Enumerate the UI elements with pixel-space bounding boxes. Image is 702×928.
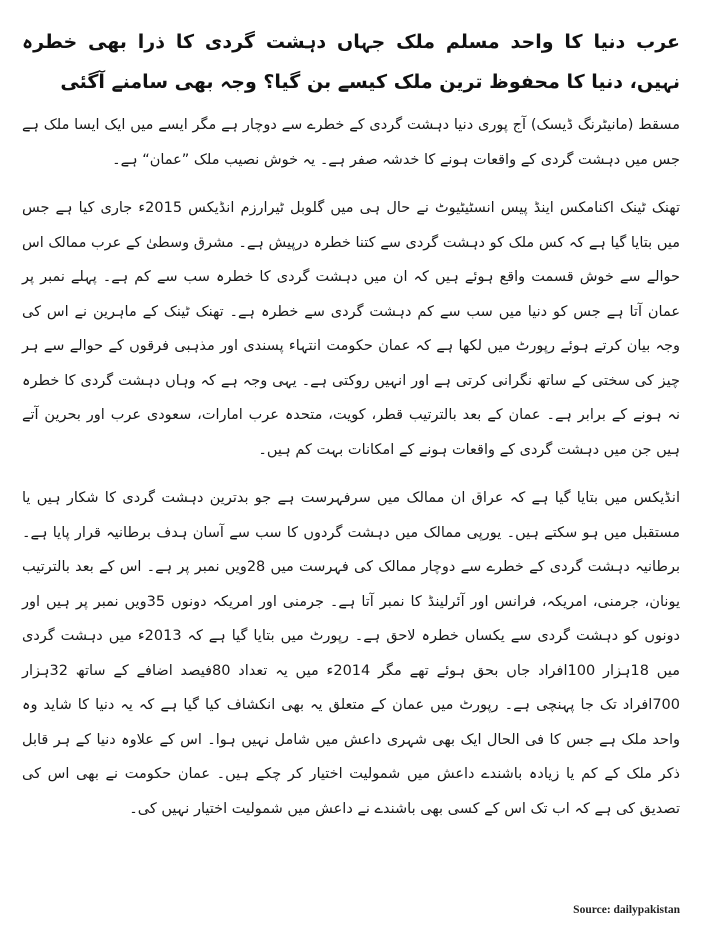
article-paragraph-ranking: انڈیکس میں بتایا گیا ہے کہ عراق ان ممالک میں سرفہرست ہے جو بدترین دہشت گردی کا شکار ہیں یا مستقبل میں ہو سکتے ہیں۔ یورپی ممالک میں دہشت گردوں کا سب سے آسان ہدف برطانیہ قرار پایا ہے۔ برطانیہ دہشت گردی کے خطرے سے دوچار ممالک کی فہرست میں 28ویں نمبر پر ہے۔ اس کے بعد بالترتیب یونان، جرمنی، امریکہ، فرانس اور آئرلینڈ کا نمبر آتا ہے۔ جرمنی اور امریکہ دونوں 35ویں نمبر پر ہیں اور دونوں کو دہشت گردی سے یکساں خطرہ لاحق ہے۔ رپورٹ میں بتایا گیا ہے کہ 2013ء میں دہشت گردی میں 18ہزار 100افراد جاں بحق ہوئے تھے مگر 2014ء میں یہ تعداد 80فیصد اضافے کے ساتھ 32ہزار 700افراد تک جا پہنچی ہے۔ رپورٹ میں عمان کے متعلق یہ بھی انکشاف کیا گیا ہے کہ یہ دنیا کا شاید وہ واحد ملک ہے جس کا فی الحال ایک بھی شہری داعش میں شامل نہیں ہوا۔ اس کے علاوہ دنیا کے ہر قابل ذکر ملک کے کم یا زیادہ باشندے داعش میں شمولیت اختیار کر چکے ہیں۔ عمان حکومت نے بھی اس کی تصدیق کی ہے کہ اب تک اس کے کسی بھی باشندے نے داعش میں شمولیت اختیار نہیں کی۔: [22, 490, 680, 817]
article-paragraph-index: تھنک ٹینک اکنامکس اینڈ پیس انسٹیٹیوٹ نے حال ہی میں گلوبل ٹیرارزم انڈیکس 2015ء جاری کیا ہے جس میں بتایا گیا ہے کہ کس ملک کو دہشت گردی سے کتنا خطرہ درپیش ہے۔ مشرق وسطیٰ کے عرب ممالک اس حوالے سے خوش قسمت واقع ہوئے ہیں کہ ان میں دہشت گردی کا خطرہ سب سے کم ہے۔ پہلے نمبر پر عمان آتا ہے جس کو دنیا میں سب سے کم دہشت گردی سے خطرہ ہے۔ تھنک ٹینک کے ماہرین نے اس کی وجہ بیان کرتے ہوئے رپورٹ میں لکھا ہے کہ عمان حکومت انتہاء پسندی اور مذہبی فرقوں کے حوالے سے ہر چیز کی سختی کے ساتھ نگرانی کرتی ہے اور انہیں روکتی ہے۔ یہی وجہ ہے کہ وہاں دہشت گردی کا خطرہ نہ ہونے کے برابر ہے۔ عمان کے بعد بالترتیب قطر، کویت، متحدہ عرب امارات، سعودی عرب اور بحرین آتے ہیں جن میں دہشت گردی کے واقعات ہونے کے امکانات بہت کم ہیں۔: [22, 200, 680, 458]
article-paragraph-intro: مسقط (مانیٹرنگ ڈیسک) آج پوری دنیا دہشت گردی کے خطرے سے دوچار ہے مگر ایسے میں ایک ایسا ملک ہے جس میں دہشت گردی کے واقعات ہونے کا خدشہ صفر ہے۔ یہ خوش نصیب ملک ”عمان“ ہے۔: [22, 117, 680, 168]
article-title: عرب دنیا کا واحد مسلم ملک جہاں دہشت گردی کا ذرا بھی خطرہ نہیں، دنیا کا محفوظ ترین ملک کیسے بن گیا؟ وجہ بھی سامنے آگئی: [22, 31, 680, 93]
source-credit: Source: dailypakistan: [573, 904, 680, 916]
